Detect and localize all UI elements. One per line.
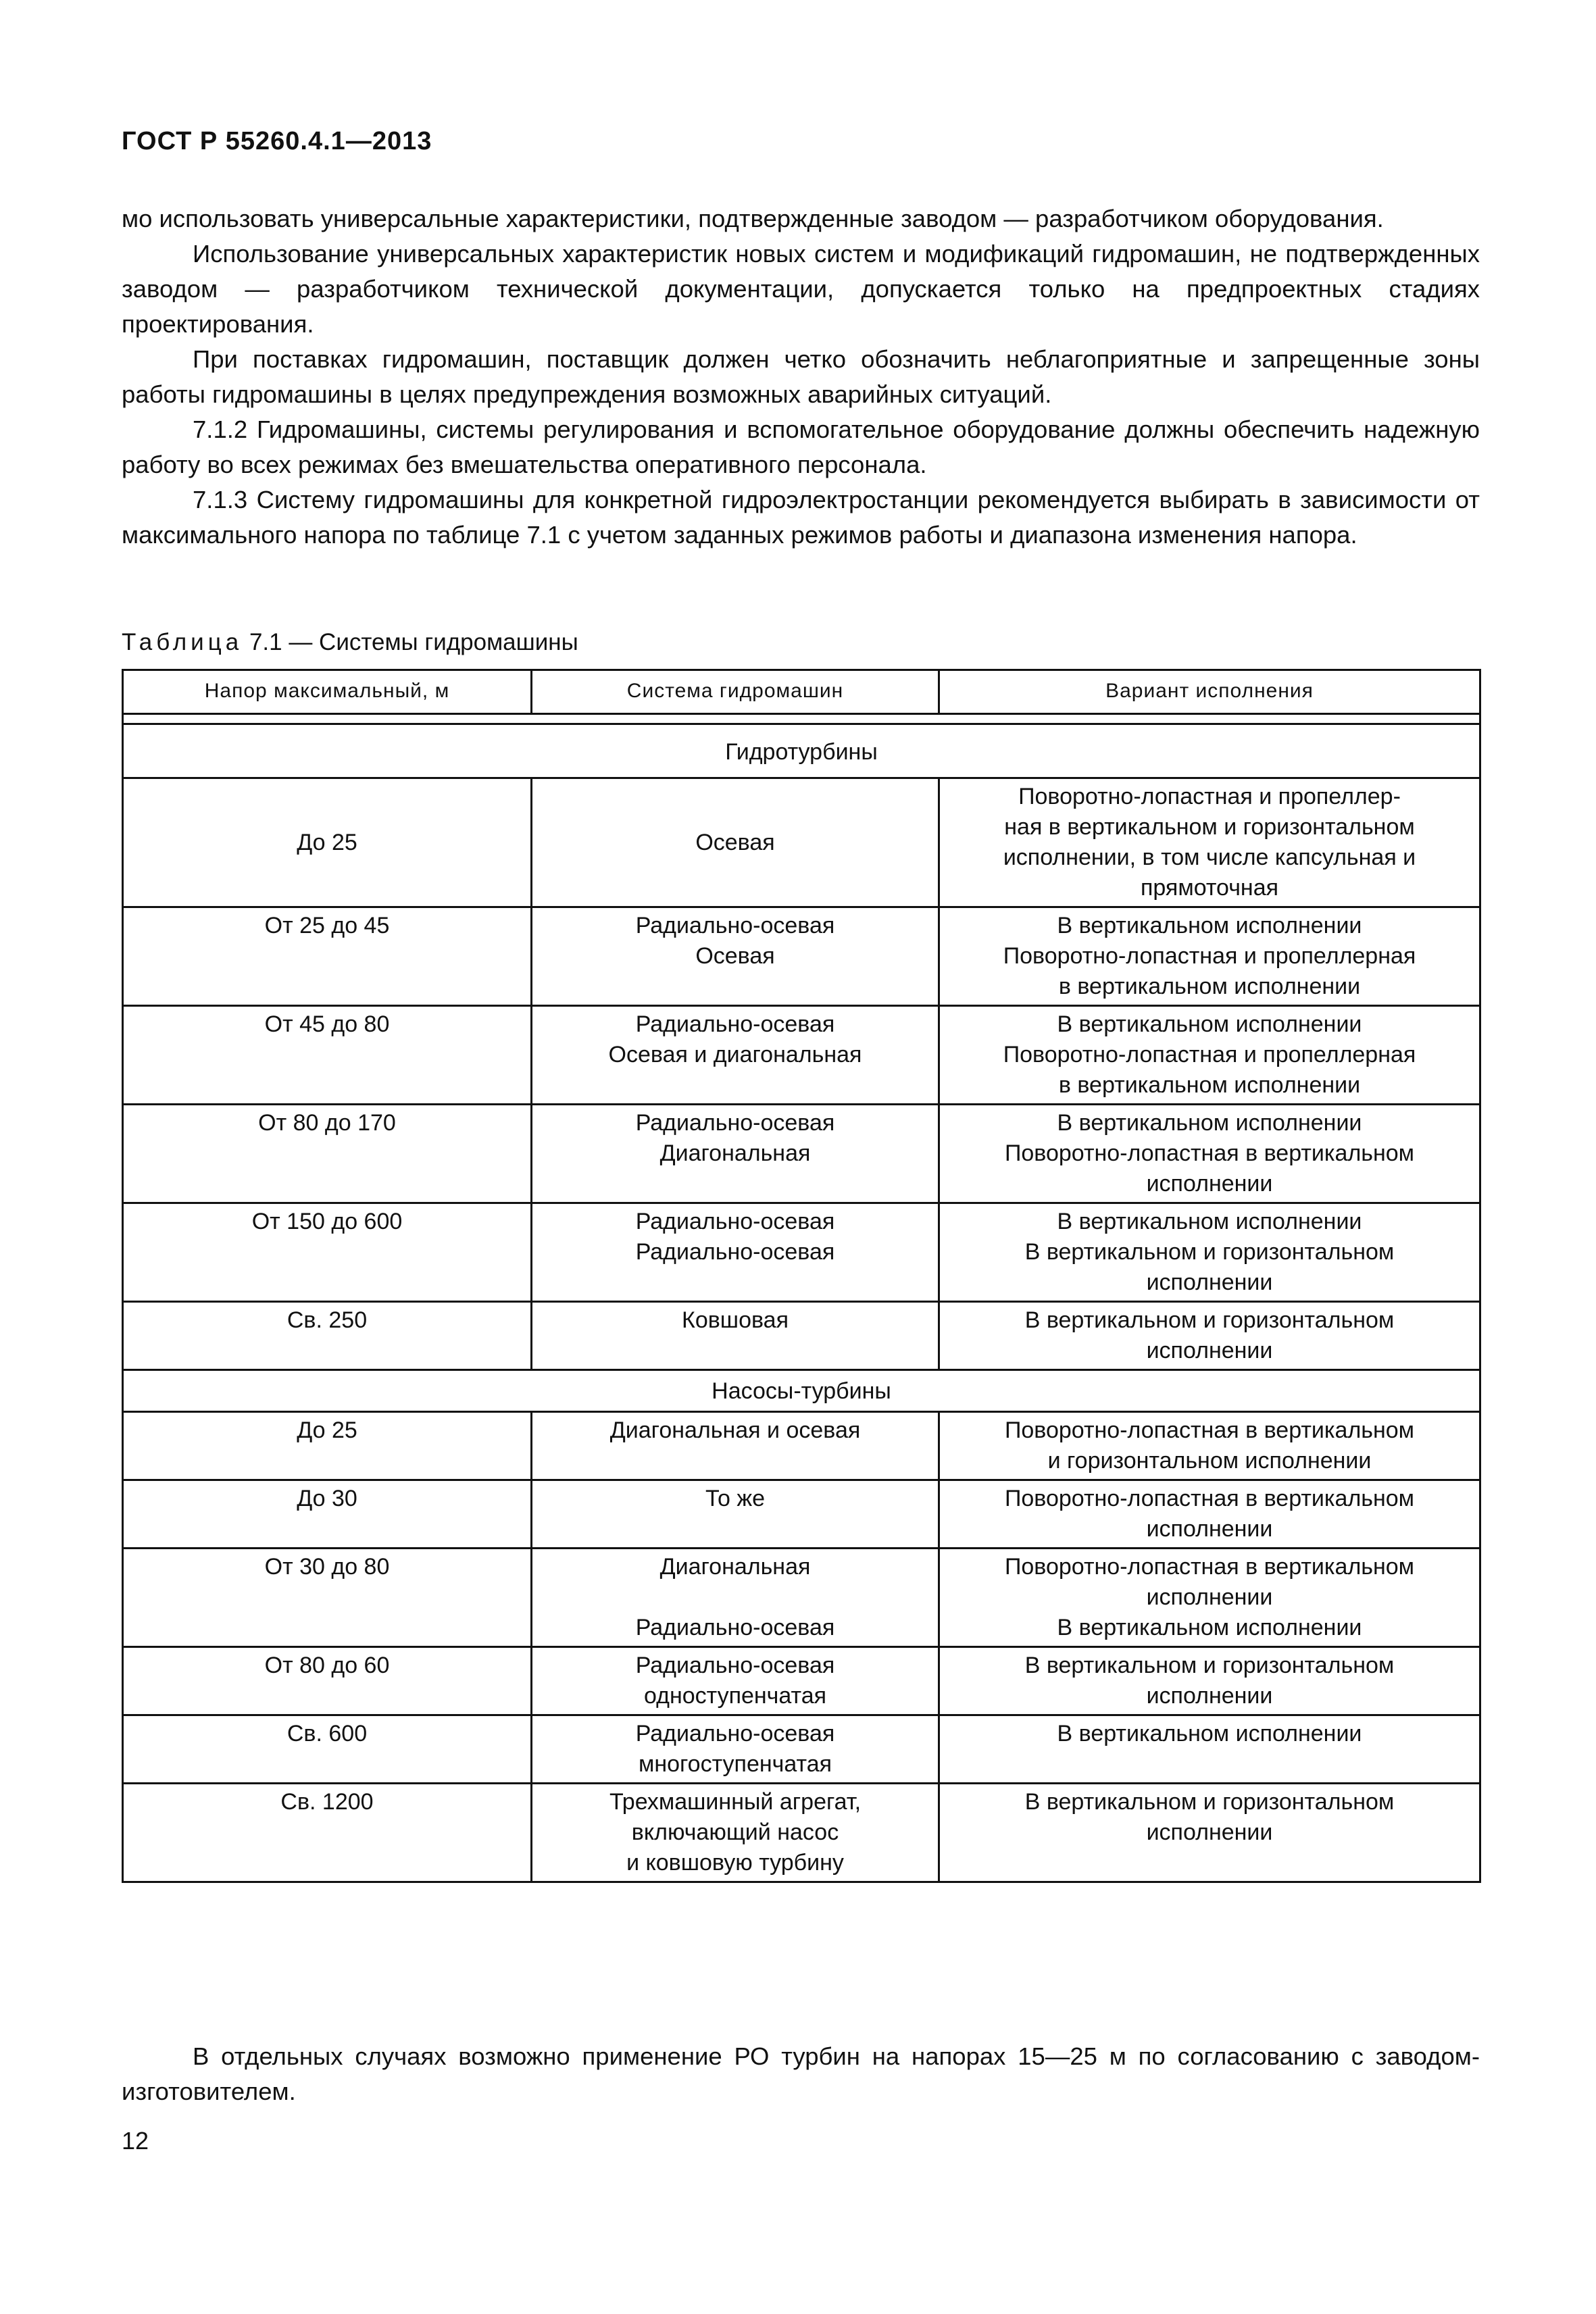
cell-line: одноступенчатая (643, 1683, 827, 1709)
cell-line: в вертикальном исполнении (1058, 974, 1361, 999)
cell-line: Радиально-осевая (635, 1721, 835, 1746)
table-caption (122, 625, 578, 660)
cell-machine-system (532, 1412, 939, 1480)
cell-line: и ковшовую турбину (626, 1850, 844, 1876)
cell-line: включающий насос (631, 1819, 839, 1845)
cell-line: ная в вертикальном и горизонтальном (1004, 814, 1415, 840)
cell-machine-system (532, 1549, 939, 1647)
header-max-head: Напор максимальный, м (123, 670, 532, 714)
cell-line: Радиально-осевая (635, 1110, 835, 1136)
systems-table (122, 669, 1481, 1883)
table-row (123, 1647, 1480, 1715)
table-row (123, 1715, 1480, 1784)
table-row (123, 1203, 1480, 1302)
cell-line: прямоточная (1140, 875, 1279, 901)
cell-max-head: Св. 1200 (123, 1784, 532, 1882)
cell-machine-system (532, 1480, 939, 1549)
cell-machine-system (532, 1784, 939, 1882)
cell-machine-system (532, 1715, 939, 1784)
table-row (123, 1549, 1480, 1647)
cell-line: Радиально-осевая (635, 1653, 835, 1678)
cell-line: Радиально-осевая (635, 1615, 835, 1640)
cell-line: В вертикальном исполнении (1057, 1011, 1362, 1037)
cell-variant (939, 1549, 1480, 1647)
table-row (123, 1784, 1480, 1882)
cell-line: В вертикальном исполнении (1057, 913, 1362, 938)
body-text (122, 201, 1480, 553)
cell-line (539, 1582, 931, 1613)
cell-line: Трехмашинный агрегат, (609, 1789, 862, 1815)
cell-machine-system (532, 907, 939, 1006)
cell-line: исполнении (1146, 1171, 1273, 1197)
cell-max-head: Св. 600 (123, 1715, 532, 1784)
cell-variant (939, 1302, 1480, 1370)
table-row (123, 1480, 1480, 1549)
cell-line: исполнении (1146, 1819, 1273, 1845)
cell-machine-system (532, 1203, 939, 1302)
cell-line: Поворотно-лопастная и пропеллер- (1018, 784, 1401, 809)
cell-variant (939, 1006, 1480, 1105)
cell-line: Радиально-осевая (635, 1011, 835, 1037)
cell-line: То же (705, 1486, 766, 1511)
cell-line: В вертикальном и горизонтальном (1024, 1789, 1395, 1815)
cell-variant (939, 1105, 1480, 1203)
section-title: Гидротурбины (123, 724, 1480, 778)
cell-line: исполнении, в том числе капсульная и (1003, 845, 1416, 870)
cell-variant (939, 1784, 1480, 1882)
cell-max-head: Св. 250 (123, 1302, 532, 1370)
page-number: 12 (122, 2127, 149, 2155)
cell-line: исполнении (1146, 1584, 1273, 1610)
cell-line: Радиально-осевая (635, 1239, 835, 1265)
cell-line: Диагональная (659, 1554, 811, 1580)
document-header: ГОСТ Р 55260.4.1—2013 (122, 127, 432, 155)
cell-variant (939, 907, 1480, 1006)
cell-line: В вертикальном исполнении (1057, 1721, 1362, 1746)
cell-line: в вертикальном исполнении (1058, 1072, 1361, 1098)
cell-variant (939, 1203, 1480, 1302)
cell-line: Поворотно-лопастная и пропеллерная (1003, 1042, 1416, 1067)
cell-line: Осевая и диагональная (608, 1042, 862, 1067)
table-row (123, 1302, 1480, 1370)
cell-variant (939, 778, 1480, 907)
table-row (123, 1105, 1480, 1203)
header-machine-system: Система гидромашин (532, 670, 939, 714)
table-header-row (123, 670, 1480, 714)
table-row (123, 1412, 1480, 1480)
cell-machine-system (532, 1647, 939, 1715)
header-variant: Вариант исполнения (939, 670, 1480, 714)
cell-max-head: До 25 (123, 1412, 532, 1480)
cell-line: Осевая (695, 943, 775, 969)
cell-line: В вертикальном исполнении (1057, 1110, 1362, 1136)
cell-machine-system (532, 1302, 939, 1370)
table-row (123, 778, 1480, 907)
paragraph-continuation: мо использовать универсальные характеристики, подтвержденные заводом — разработчиком оборудования. (122, 205, 1384, 232)
cell-line: Поворотно-лопастная в вертикальном (1004, 1140, 1415, 1166)
cell-line: исполнении (1146, 1516, 1273, 1542)
table-row (123, 907, 1480, 1006)
cell-max-head: До 30 (123, 1480, 532, 1549)
table-caption-title: 7.1 — Системы гидромашины (243, 629, 578, 655)
section-title: Насосы-турбины (123, 1370, 1480, 1412)
cell-line: Осевая (695, 829, 775, 855)
cell-variant (939, 1480, 1480, 1549)
footer-text (122, 2039, 1480, 2109)
table-gap-row (123, 714, 1480, 724)
cell-max-head: До 25 (123, 778, 532, 907)
cell-machine-system (532, 1006, 939, 1105)
cell-max-head: От 80 до 170 (123, 1105, 532, 1203)
cell-line: многоступенчатая (638, 1751, 832, 1777)
cell-line: и горизонтальном исполнении (1047, 1448, 1372, 1474)
cell-line: Радиально-осевая (635, 913, 835, 938)
section-row-pump-turbines (123, 1370, 1480, 1412)
section-row-hydroturbines (123, 724, 1480, 778)
cell-line: Поворотно-лопастная и пропеллерная (1003, 943, 1416, 969)
cell-line: исполнении (1146, 1269, 1273, 1295)
cell-variant (939, 1715, 1480, 1784)
cell-line: Поворотно-лопастная в вертикальном (1004, 1417, 1415, 1443)
cell-variant (939, 1647, 1480, 1715)
cell-line: Диагональная и осевая (609, 1417, 861, 1443)
cell-variant (939, 1412, 1480, 1480)
cell-line: Радиально-осевая (635, 1209, 835, 1234)
cell-max-head: От 150 до 600 (123, 1203, 532, 1302)
paragraph-supply-zones: При поставках гидромашин, поставщик должен четко обозначить неблагоприятные и запрещенные зоны работы гидромашины в целях предупреждения возможных аварийных ситуаций. (122, 345, 1480, 408)
table-row (123, 1006, 1480, 1105)
cell-line: В вертикальном и горизонтальном (1024, 1239, 1395, 1265)
cell-max-head: От 80 до 60 (123, 1647, 532, 1715)
cell-line: Поворотно-лопастная в вертикальном (1004, 1486, 1415, 1511)
paragraph-universal-characteristics: Использование универсальных характеристик новых систем и модификаций гидромашин, не подтвержденных заводом — разработчиком технической документации, допускается только на предпроектных стадиях проектирования. (122, 240, 1480, 338)
cell-line: В вертикальном и горизонтальном (1024, 1653, 1395, 1678)
cell-line: В вертикальном исполнении (1057, 1209, 1362, 1234)
paragraph-7-1-3: 7.1.3 Систему гидромашины для конкретной гидроэлектростанции рекомендуется выбирать в зависимости от максимального напора по таблице 7.1 с учетом заданных режимов работы и диапазона изменения напора. (122, 486, 1480, 549)
cell-line: исполнении (1146, 1683, 1273, 1709)
cell-machine-system (532, 778, 939, 907)
cell-line: Диагональная (659, 1140, 811, 1166)
cell-line: В вертикальном исполнении (1057, 1615, 1362, 1640)
cell-machine-system (532, 1105, 939, 1203)
cell-line: Ковшовая (682, 1307, 789, 1333)
paragraph-7-1-2: 7.1.2 Гидромашины, системы регулирования и вспомогательное оборудование должны обеспечить надежную работу во всех режимах без вмешательства оперативного персонала. (122, 416, 1480, 478)
table-caption-label: Таблица (122, 629, 243, 655)
cell-max-head: От 30 до 80 (123, 1549, 532, 1647)
cell-line: исполнении (1146, 1338, 1273, 1363)
cell-line: В вертикальном и горизонтальном (1024, 1307, 1395, 1333)
cell-max-head: От 25 до 45 (123, 907, 532, 1006)
cell-max-head: От 45 до 80 (123, 1006, 532, 1105)
cell-line: Поворотно-лопастная в вертикальном (1004, 1554, 1415, 1580)
table-body (123, 714, 1480, 1882)
paragraph-footer-note: В отдельных случаях возможно применение РО турбин на напорах 15—25 м по согласованию с заводом-изготовителем. (122, 2042, 1480, 2105)
